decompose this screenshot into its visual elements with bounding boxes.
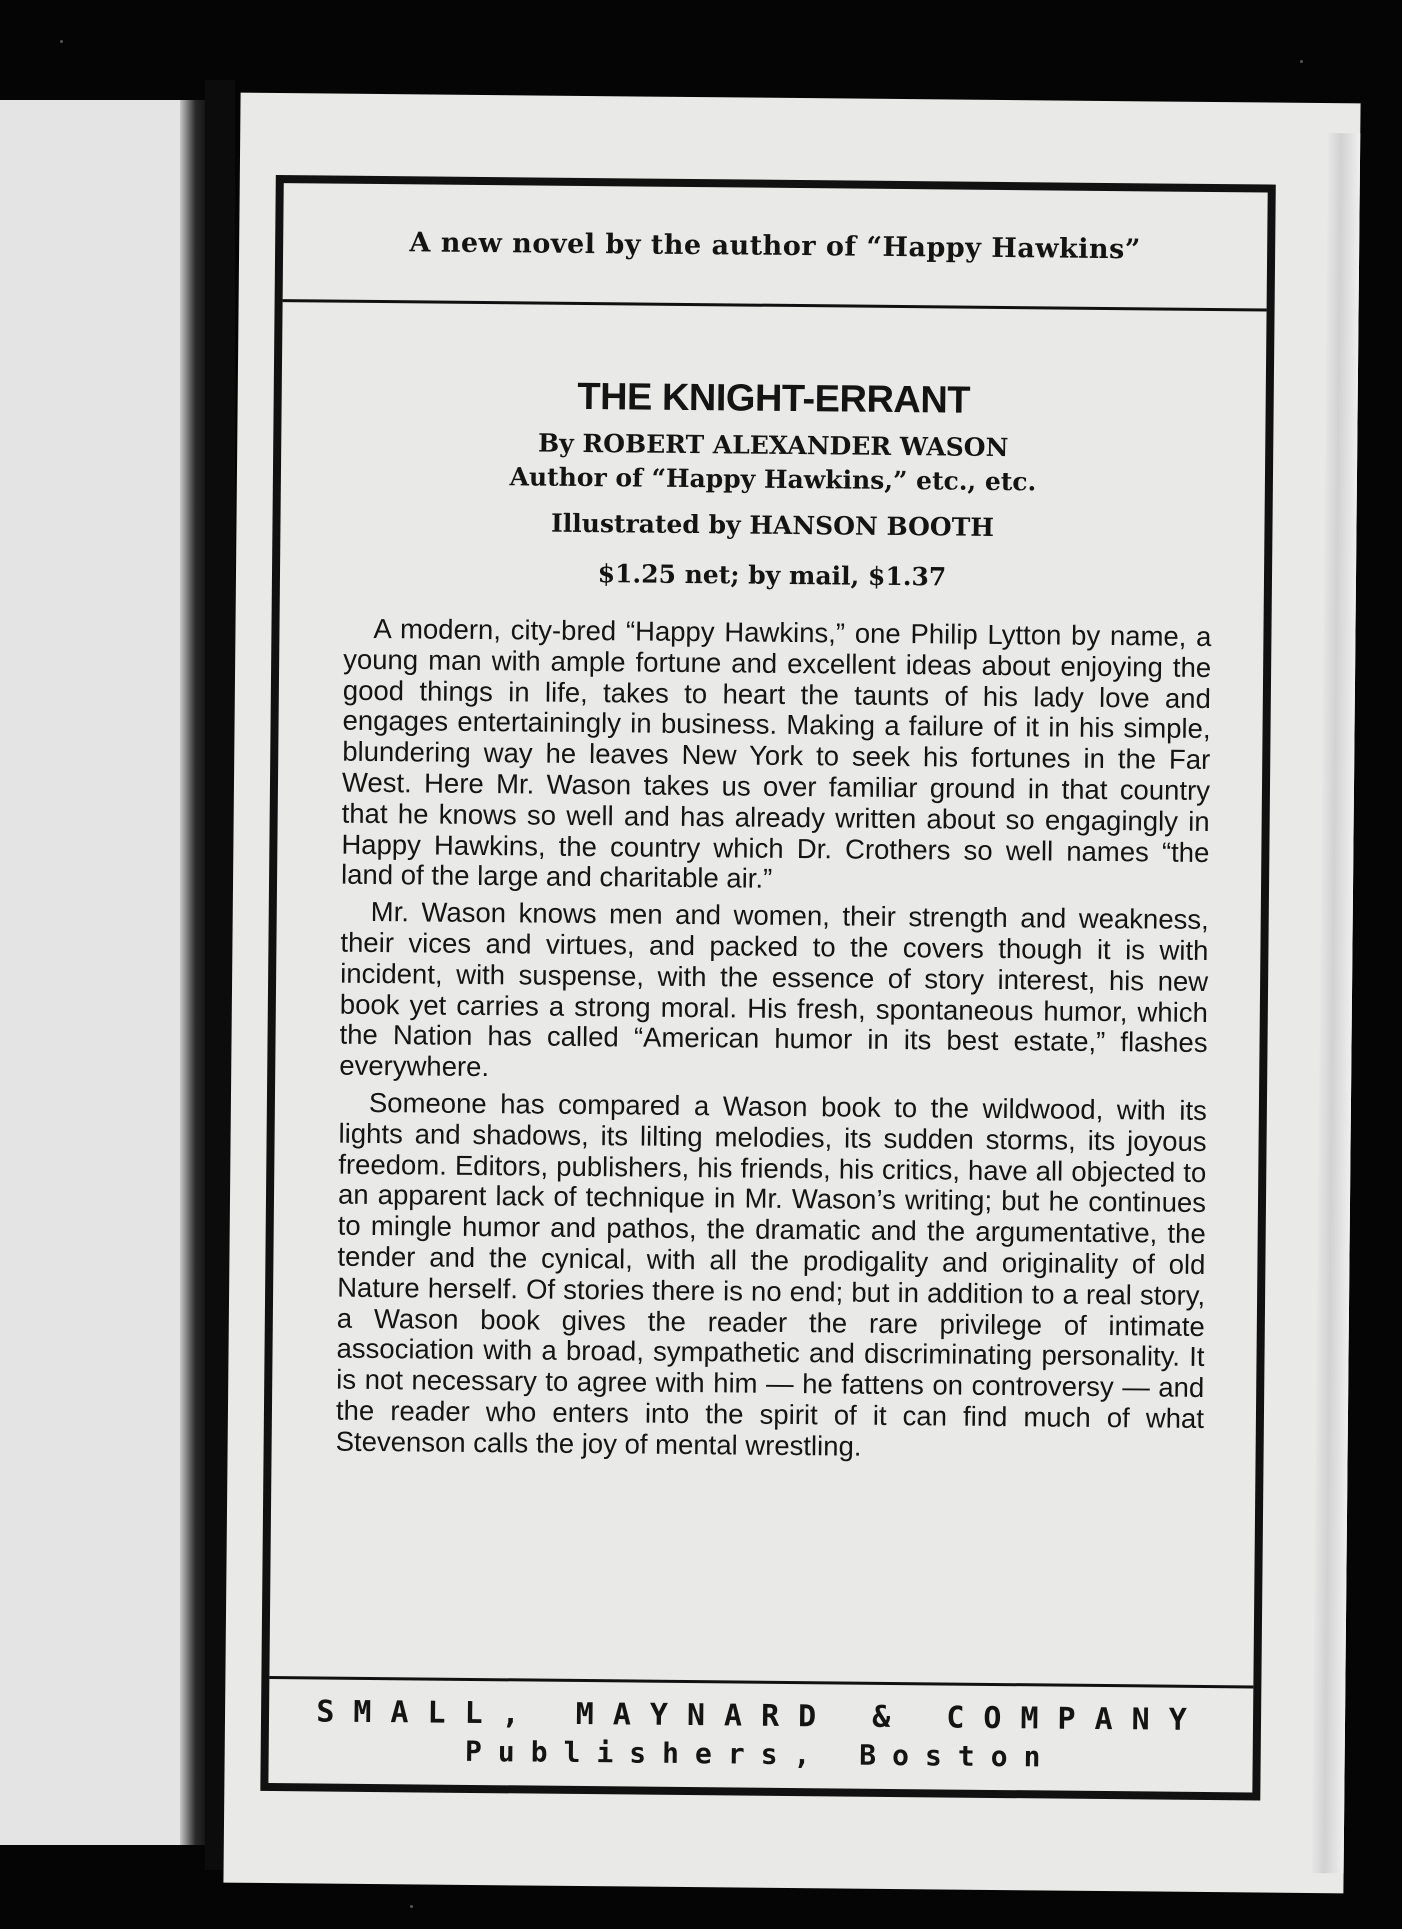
left-page-shadow (180, 100, 208, 1845)
scan-speck (1300, 60, 1303, 63)
paragraph: A modern, city-bred “Happy Hawkins,” one Philip Lytton by name, a young man with ample fortune and excellent ideas about enjoying the good things in life, takes to heart the taunts of his lady love and engages entertainingly in business. Making a failure of it in his simple, blundering way he leaves New York to seek his fortunes in the Far West. Here Mr. Wason takes us over familiar ground in that country that he knows so well and has already written about so engagingly in Happy Hawkins, the country which Dr. Crothers so well names “the land of the large and charitable air.” (340, 612, 1212, 895)
ad-tagline: A new novel by the author of “Happy Hawkins” (409, 226, 1142, 265)
book-page (223, 93, 1360, 1894)
page-edge-stack (1312, 133, 1361, 1873)
paragraph: Mr. Wason knows men and women, their strength and weakness, their vices and virtues, and packed to the covers though it is with incident, with suspense, with the essence of story interest, his new book yet carries a strong moral. His fresh, spontaneous humor, which the Nation has called “American humor in its best estate,” flashes everywhere. (339, 896, 1209, 1083)
author-note: Author of “Happy Hawkins,” etc., etc. (509, 462, 1037, 497)
scan-speck (410, 1905, 413, 1908)
book-title: THE KNIGHT-ERRANT (577, 375, 971, 422)
publisher-footer (268, 1676, 1253, 1792)
paragraph: Someone has compared a Wason book to the wildwood, with its lights and shadows, its lilting melodies, its sudden storms, its joyous freedom. Editors, publishers, his friends, his critics, have all objected to an apparent lack of technique in Mr. Wason’s writing; but he continues to mingle humor and pathos, the dramatic and the argumentative, the tender and the cynical, with all the prodigality and originality of old Nature herself. Of stories there is no end; but in addition to a real story, a Wason book gives the reader the rare privilege of intimate association with a broad, sympathetic and discriminating personality. It is not necessary to agree with him — he fattens on controversy — and the reader who enters into the spirit of it can find much of what Stevenson calls the joy of mental wrestling. (335, 1086, 1208, 1462)
publisher-location: Publishers, Boston (464, 1734, 1057, 1774)
scan-speck (60, 40, 63, 43)
byline: By ROBERT ALEXANDER WASON (537, 428, 1009, 463)
advertisement-frame (260, 175, 1275, 1801)
price-line: $1.25 net; by mail, $1.37 (597, 559, 947, 592)
title-block (280, 373, 1266, 597)
publisher-name: SMALL, MAYNARD & COMPANY (316, 1694, 1206, 1739)
description-body (335, 614, 1211, 1472)
illustrator-credit: Illustrated by HANSON BOOTH (550, 508, 995, 542)
left-page-edge (0, 100, 205, 1845)
ad-header (283, 183, 1268, 311)
